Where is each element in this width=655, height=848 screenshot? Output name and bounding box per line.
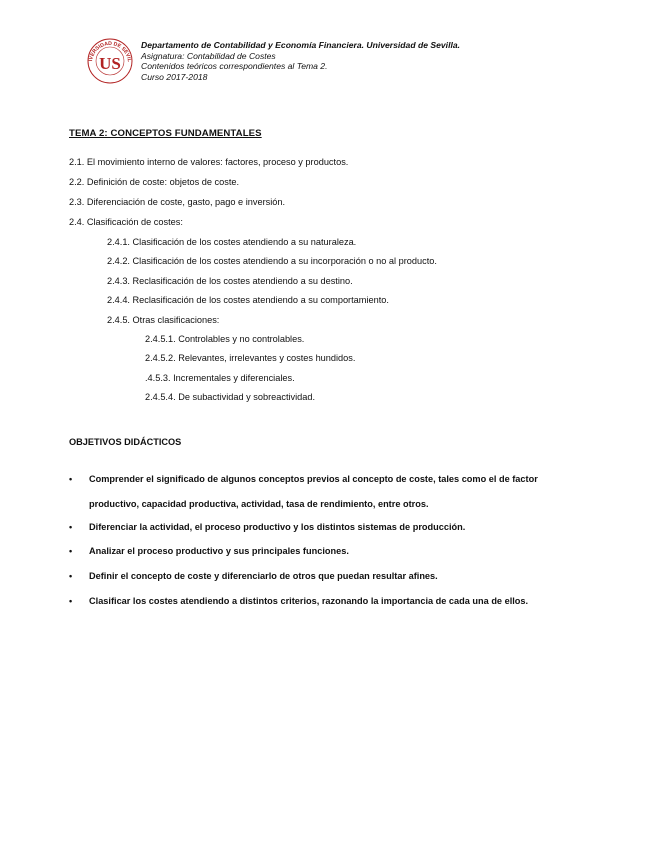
logo-initials: US bbox=[99, 54, 121, 73]
bullet-icon: • bbox=[69, 474, 73, 484]
header-subject: Asignatura: Contabilidad de Costes bbox=[141, 50, 276, 61]
list-item: 2.3. Diferenciación de coste, gasto, pago e inversión. bbox=[69, 197, 286, 207]
objective-text: Clasificar los costes atendiendo a distintos criterios, razonando la importancia de cada una de ellos. bbox=[89, 596, 529, 606]
objective-text: Definir el concepto de coste y diferenciarlo de otros que puedan resultar afines. bbox=[89, 571, 438, 581]
objective-text: Comprender el significado de algunos conceptos previos al concepto de coste, tales como el de factor bbox=[89, 474, 538, 484]
list-item: 2.4.4. Reclasificación de los costes atendiendo a su comportamiento. bbox=[107, 295, 389, 305]
list-item: 2.4.5.4. De subactividad y sobreactividad. bbox=[145, 392, 316, 402]
list-item: 2.4.5.1. Controlables y no controlables. bbox=[145, 334, 305, 344]
list-item: 2.4.5. Otras clasificaciones: bbox=[107, 315, 220, 325]
list-item: 2.4.5.2. Relevantes, irrelevantes y costes hundidos. bbox=[145, 353, 356, 363]
list-item: 2.1. El movimiento interno de valores: factores, proceso y productos. bbox=[69, 157, 349, 167]
list-item: 2.2. Definición de coste: objetos de coste. bbox=[69, 177, 240, 187]
objective-text: Analizar el proceso productivo y sus principales funciones. bbox=[89, 546, 349, 556]
list-item: 2.4. Clasificación de costes: bbox=[69, 217, 183, 227]
logo-ring-text: IVERSIDAD DE SEVIL bbox=[88, 40, 133, 63]
objective-text: Diferenciar la actividad, el proceso productivo y los distintos sistemas de producción. bbox=[89, 522, 466, 532]
header-department: Departamento de Contabilidad y Economía Financiera. Universidad de Sevilla. bbox=[141, 40, 461, 50]
section-title: TEMA 2: CONCEPTOS FUNDAMENTALES bbox=[69, 128, 262, 139]
bullet-icon: • bbox=[69, 571, 73, 581]
bullet-icon: • bbox=[69, 596, 73, 606]
bullet-icon: • bbox=[69, 546, 73, 556]
list-item: 2.4.1. Clasificación de los costes atendiendo a su naturaleza. bbox=[107, 237, 357, 247]
university-seal-logo bbox=[85, 36, 135, 86]
list-item: .4.5.3. Incrementales y diferenciales. bbox=[145, 373, 295, 383]
objectives-title: OBJETIVOS DIDÁCTICOS bbox=[69, 437, 182, 447]
header-course: Curso 2017-2018 bbox=[141, 71, 208, 82]
list-item: 2.4.3. Reclasificación de los costes atendiendo a su destino. bbox=[107, 276, 353, 286]
list-item: 2.4.2. Clasificación de los costes atendiendo a su incorporación o no al producto. bbox=[107, 256, 437, 266]
header-contents: Contenidos teóricos correspondientes al Tema 2. bbox=[141, 61, 328, 71]
document-header bbox=[141, 40, 460, 82]
objective-text: productivo, capacidad productiva, actividad, tasa de rendimiento, entre otros. bbox=[89, 499, 429, 509]
bullet-icon: • bbox=[69, 522, 73, 532]
